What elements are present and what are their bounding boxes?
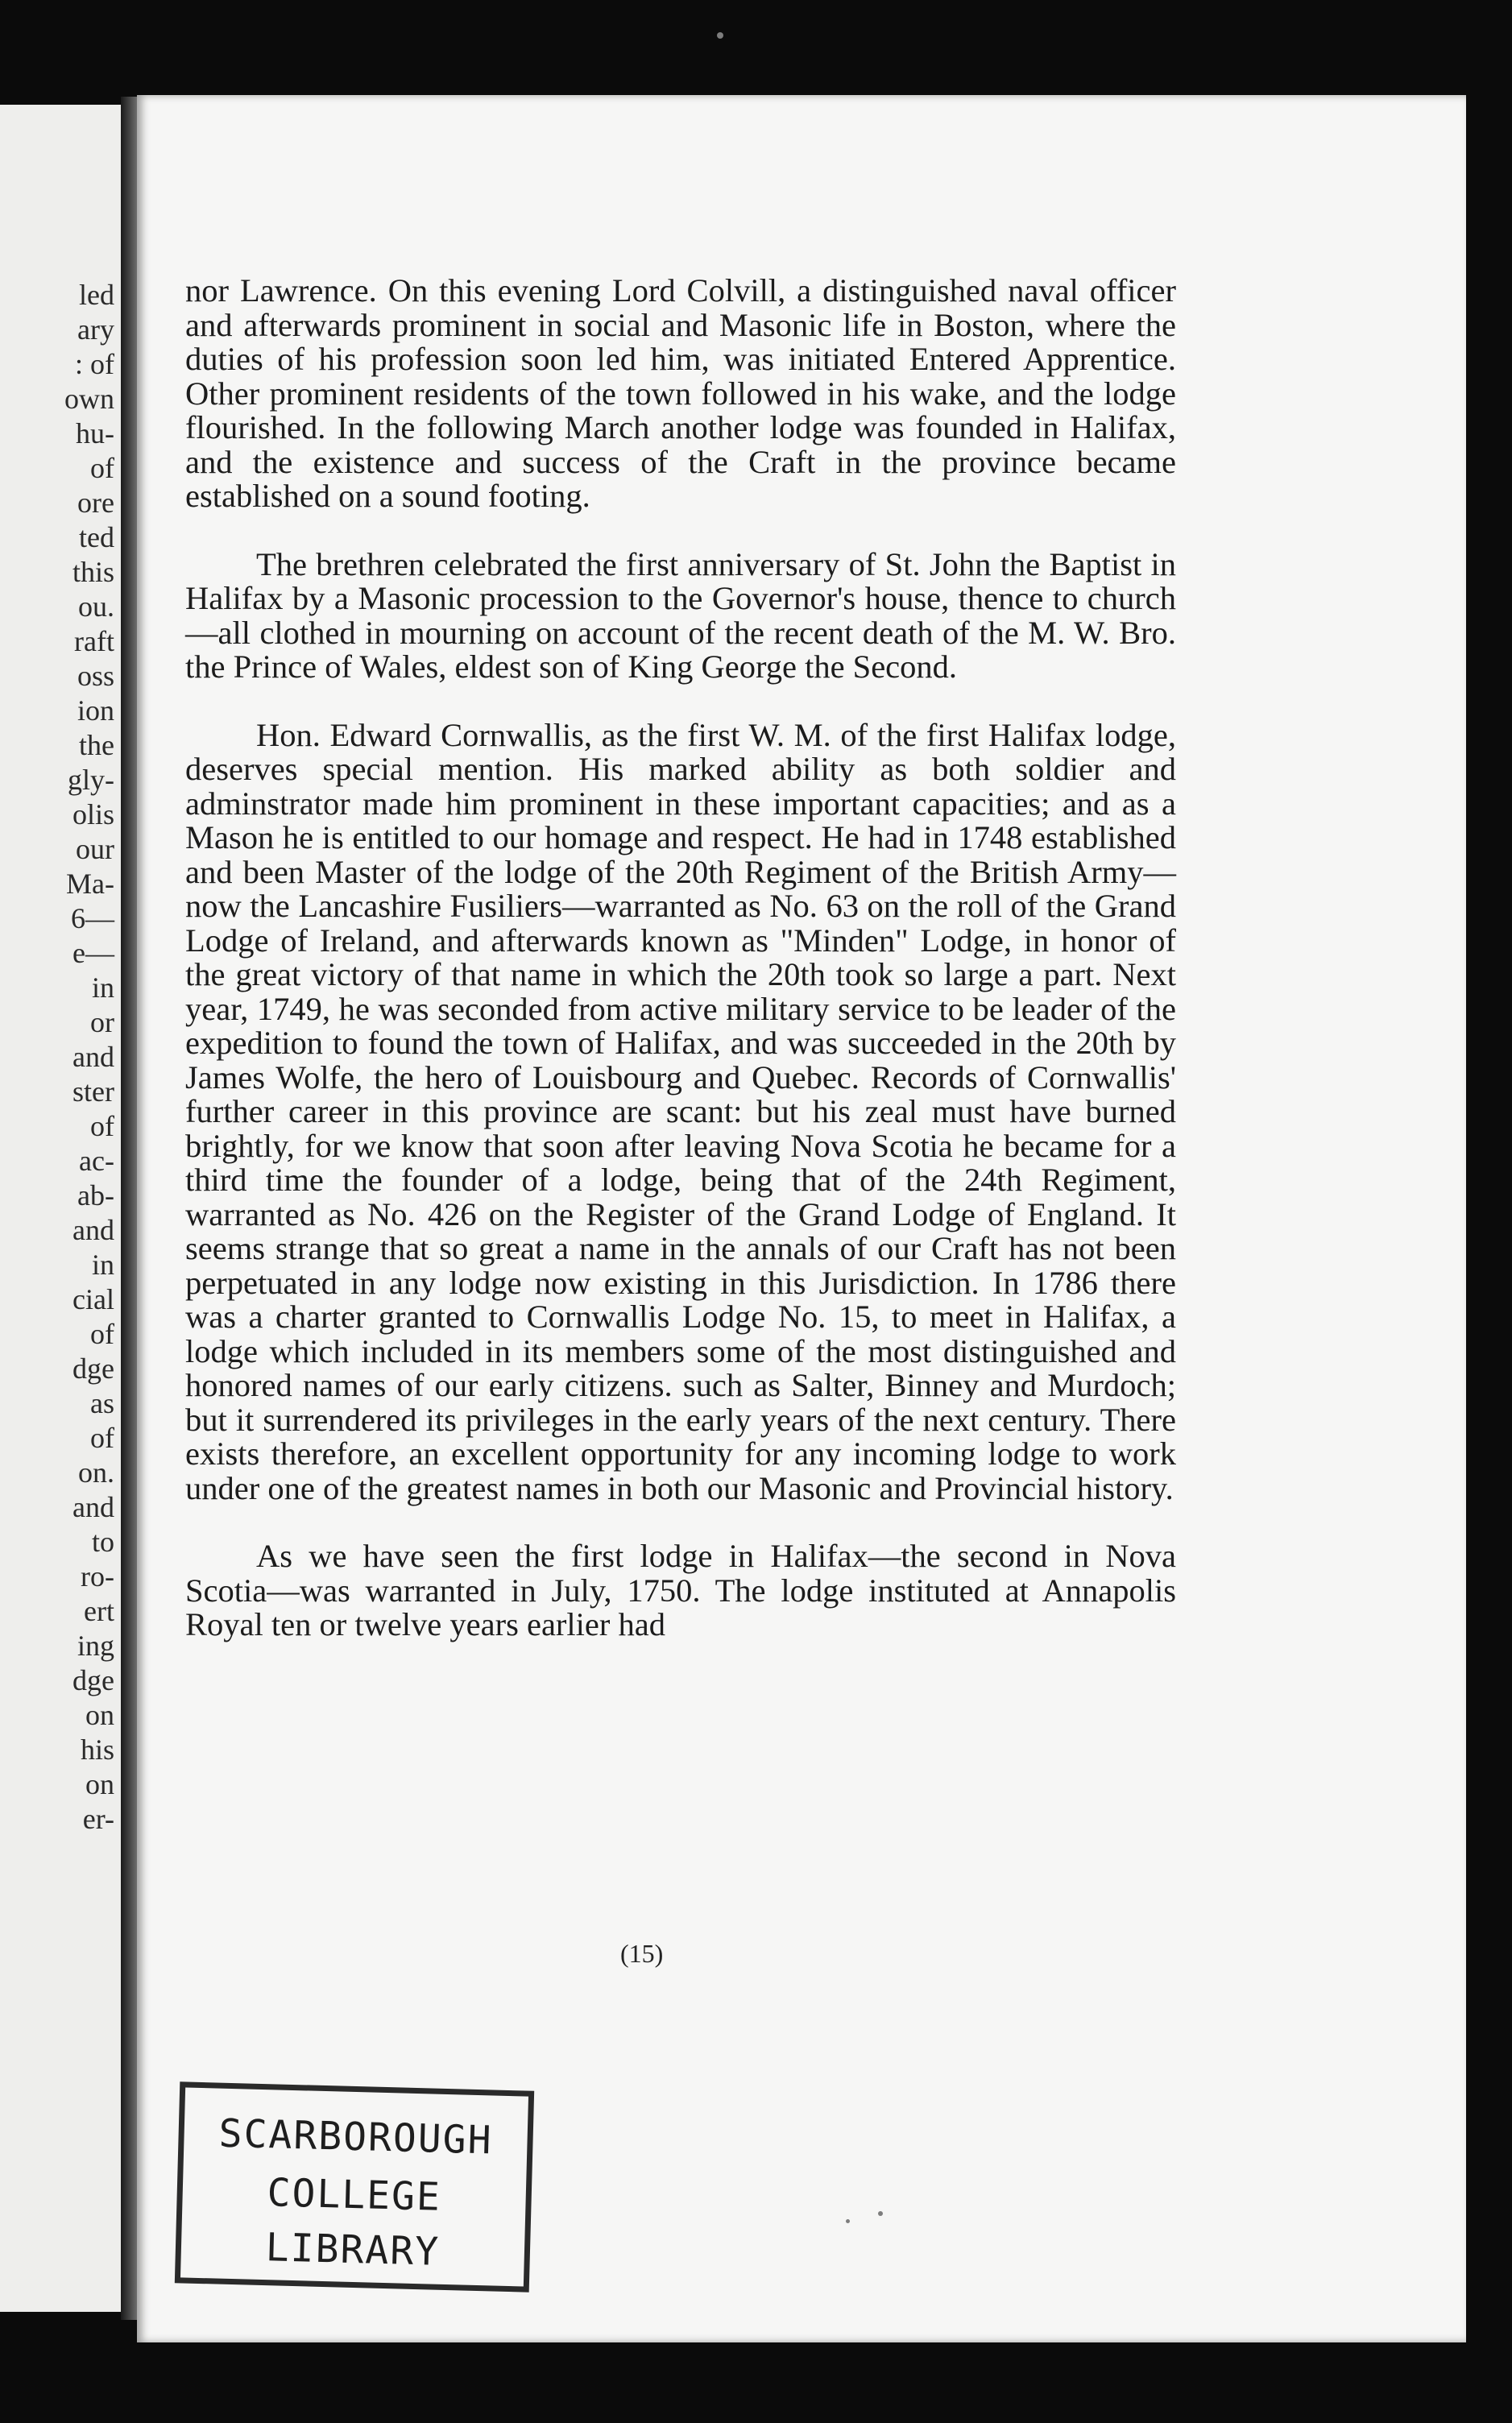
stamp-line-3: LIBRARY [265, 2225, 441, 2275]
paragraph-1: nor Lawrence. On this evening Lord Colvill, a distinguished naval officer and afterwards prominent in social and Masonic life in Boston, where the duties of his profession soon led him, was initiated Entered Apprentice. Other prominent residents of the town followed in his wake, and the lodge flourished. In the following March another lodge was founded in Halifax, and the existence and success of the Craft in the province became established on a sound footing. [185, 272, 1176, 514]
paragraph-3: Hon. Edward Cornwallis, as the first W. M. of the first Halifax lodge, deserves special mention. His marked ability as both soldier and adminstrator made him prominent in these important capacities; and as a Mason he is entitled to our homage and respect. He had in 1748 established and been Master of the lodge of the 20th Regiment of the British Army—now the Lancashire Fusiliers—warranted as No. 63 on the roll of the Grand Lodge of Ireland, and afterwards known as "Minden" Lodge, in honor of the great victory of that name in which the 20th took so large a part. Next year, 1749, he was seconded from active military service to be leader of the expedition to found the town of Halifax, and was succeeded in the 20th by James Wolfe, the hero of Louisbourg and Quebec. Records of Cornwallis' further career in this province are scant: but his zeal must have burned brightly, for we know that soon after leaving Nova Scotia he became for a third time the founder of a lodge, being that of the 24th Regiment, warranted as No. 426 on the Register of the Grand Lodge of England. It seems strange that so great a name in the annals of our Craft has not been perpetuated in any lodge now existing in this Jurisdiction. In 1786 there was a charter granted to Cornwallis Lodge No. 15, to meet in Halifax, a lodge which included in its members some of the most distinguished and honored names of our early citizens. such as Salter, Binney and Murdoch; but it surrendered its privileges in the early years of the next century. There exists therefore, an excellent opportunity for any incoming lodge to work under one of the greatest names in both our Masonic and Provincial history. [185, 716, 1176, 1506]
left-page-fragment: on [85, 1699, 114, 1731]
left-page-fragment: ert [84, 1595, 114, 1627]
paragraph-4: As we have seen the first lodge in Halifax—the second in Nova Scotia—was warranted in July, 1750. The lodge instituted at Annapolis Royal ten or twelve years earlier had [185, 1538, 1176, 1642]
left-page-fragment: ac- [79, 1145, 114, 1177]
scan-speck [878, 2211, 883, 2216]
left-page-fragment: or [90, 1006, 114, 1038]
left-page-fragment: our [76, 833, 114, 865]
left-page-fragment: in [91, 971, 114, 1004]
left-page-fragment: in [91, 1249, 114, 1281]
left-page-fragment: gly- [68, 764, 114, 796]
left-page-fragment: ro- [81, 1560, 114, 1593]
left-page-fragment: to [91, 1526, 114, 1558]
left-page-fragment: dge [72, 1352, 114, 1385]
left-page-fragment: 6— [71, 902, 114, 934]
left-page-fragment: on [85, 1768, 114, 1800]
left-page-fragment: ted [79, 521, 114, 553]
left-page-fragment: raft [74, 625, 114, 657]
left-page-fragment: and [72, 1214, 114, 1246]
left-page-margin [0, 105, 126, 2312]
left-page-fragment: his [80, 1733, 114, 1766]
left-page-fragment: of [90, 452, 114, 484]
left-page-fragment: oss [77, 660, 114, 692]
left-page-fragment: dge [72, 1664, 114, 1696]
left-page-fragment: er- [82, 1803, 114, 1835]
left-page-fragment: of [90, 1110, 114, 1142]
left-page-fragment: of [90, 1422, 114, 1454]
stamp-line-2: COLLEGE [266, 2170, 442, 2220]
left-page-fragment: olis [72, 798, 114, 830]
left-page-fragment: e— [72, 937, 114, 969]
left-page-fragment: the [79, 729, 114, 761]
page-number: (15) [620, 1939, 664, 1968]
left-page-fragment: : of [75, 348, 114, 380]
library-stamp [175, 2081, 534, 2292]
left-page-fragment: hu- [76, 417, 114, 449]
left-page-fragment: ster [72, 1075, 114, 1108]
left-page-fragment: this [72, 556, 114, 588]
left-page-fragment: as [90, 1387, 114, 1419]
stamp-line-1: SCARBOROUGH [217, 2110, 494, 2164]
left-page-fragment: of [90, 1318, 114, 1350]
left-page-fragment: ary [77, 313, 114, 346]
left-page-fragment: own [64, 383, 114, 415]
left-page-fragment: ion [77, 694, 114, 727]
left-page-fragment: cial [72, 1283, 114, 1315]
page-body-text [185, 274, 1176, 1676]
left-page-fragment: ing [77, 1630, 114, 1662]
scan-speck [717, 32, 723, 39]
paragraph-2: The brethren celebrated the first anniversary of St. John the Baptist in Halifax by a Masonic procession to the Governor's house, thence to church—all clothed in mourning on account of the recent death of the M. W. Bro. the Prince of Wales, eldest son of King George the Second. [185, 545, 1176, 685]
scan-speck [846, 2219, 850, 2223]
left-page-fragment: and [72, 1041, 114, 1073]
left-page-fragment: led [79, 279, 114, 311]
left-page-fragment: ou. [78, 590, 114, 623]
left-page-fragment: and [72, 1491, 114, 1523]
left-page-fragment: ore [77, 487, 114, 519]
left-page-fragment: Ma- [66, 868, 114, 900]
left-page-fragment: on. [78, 1456, 114, 1489]
left-page-fragment: ab- [77, 1179, 114, 1212]
